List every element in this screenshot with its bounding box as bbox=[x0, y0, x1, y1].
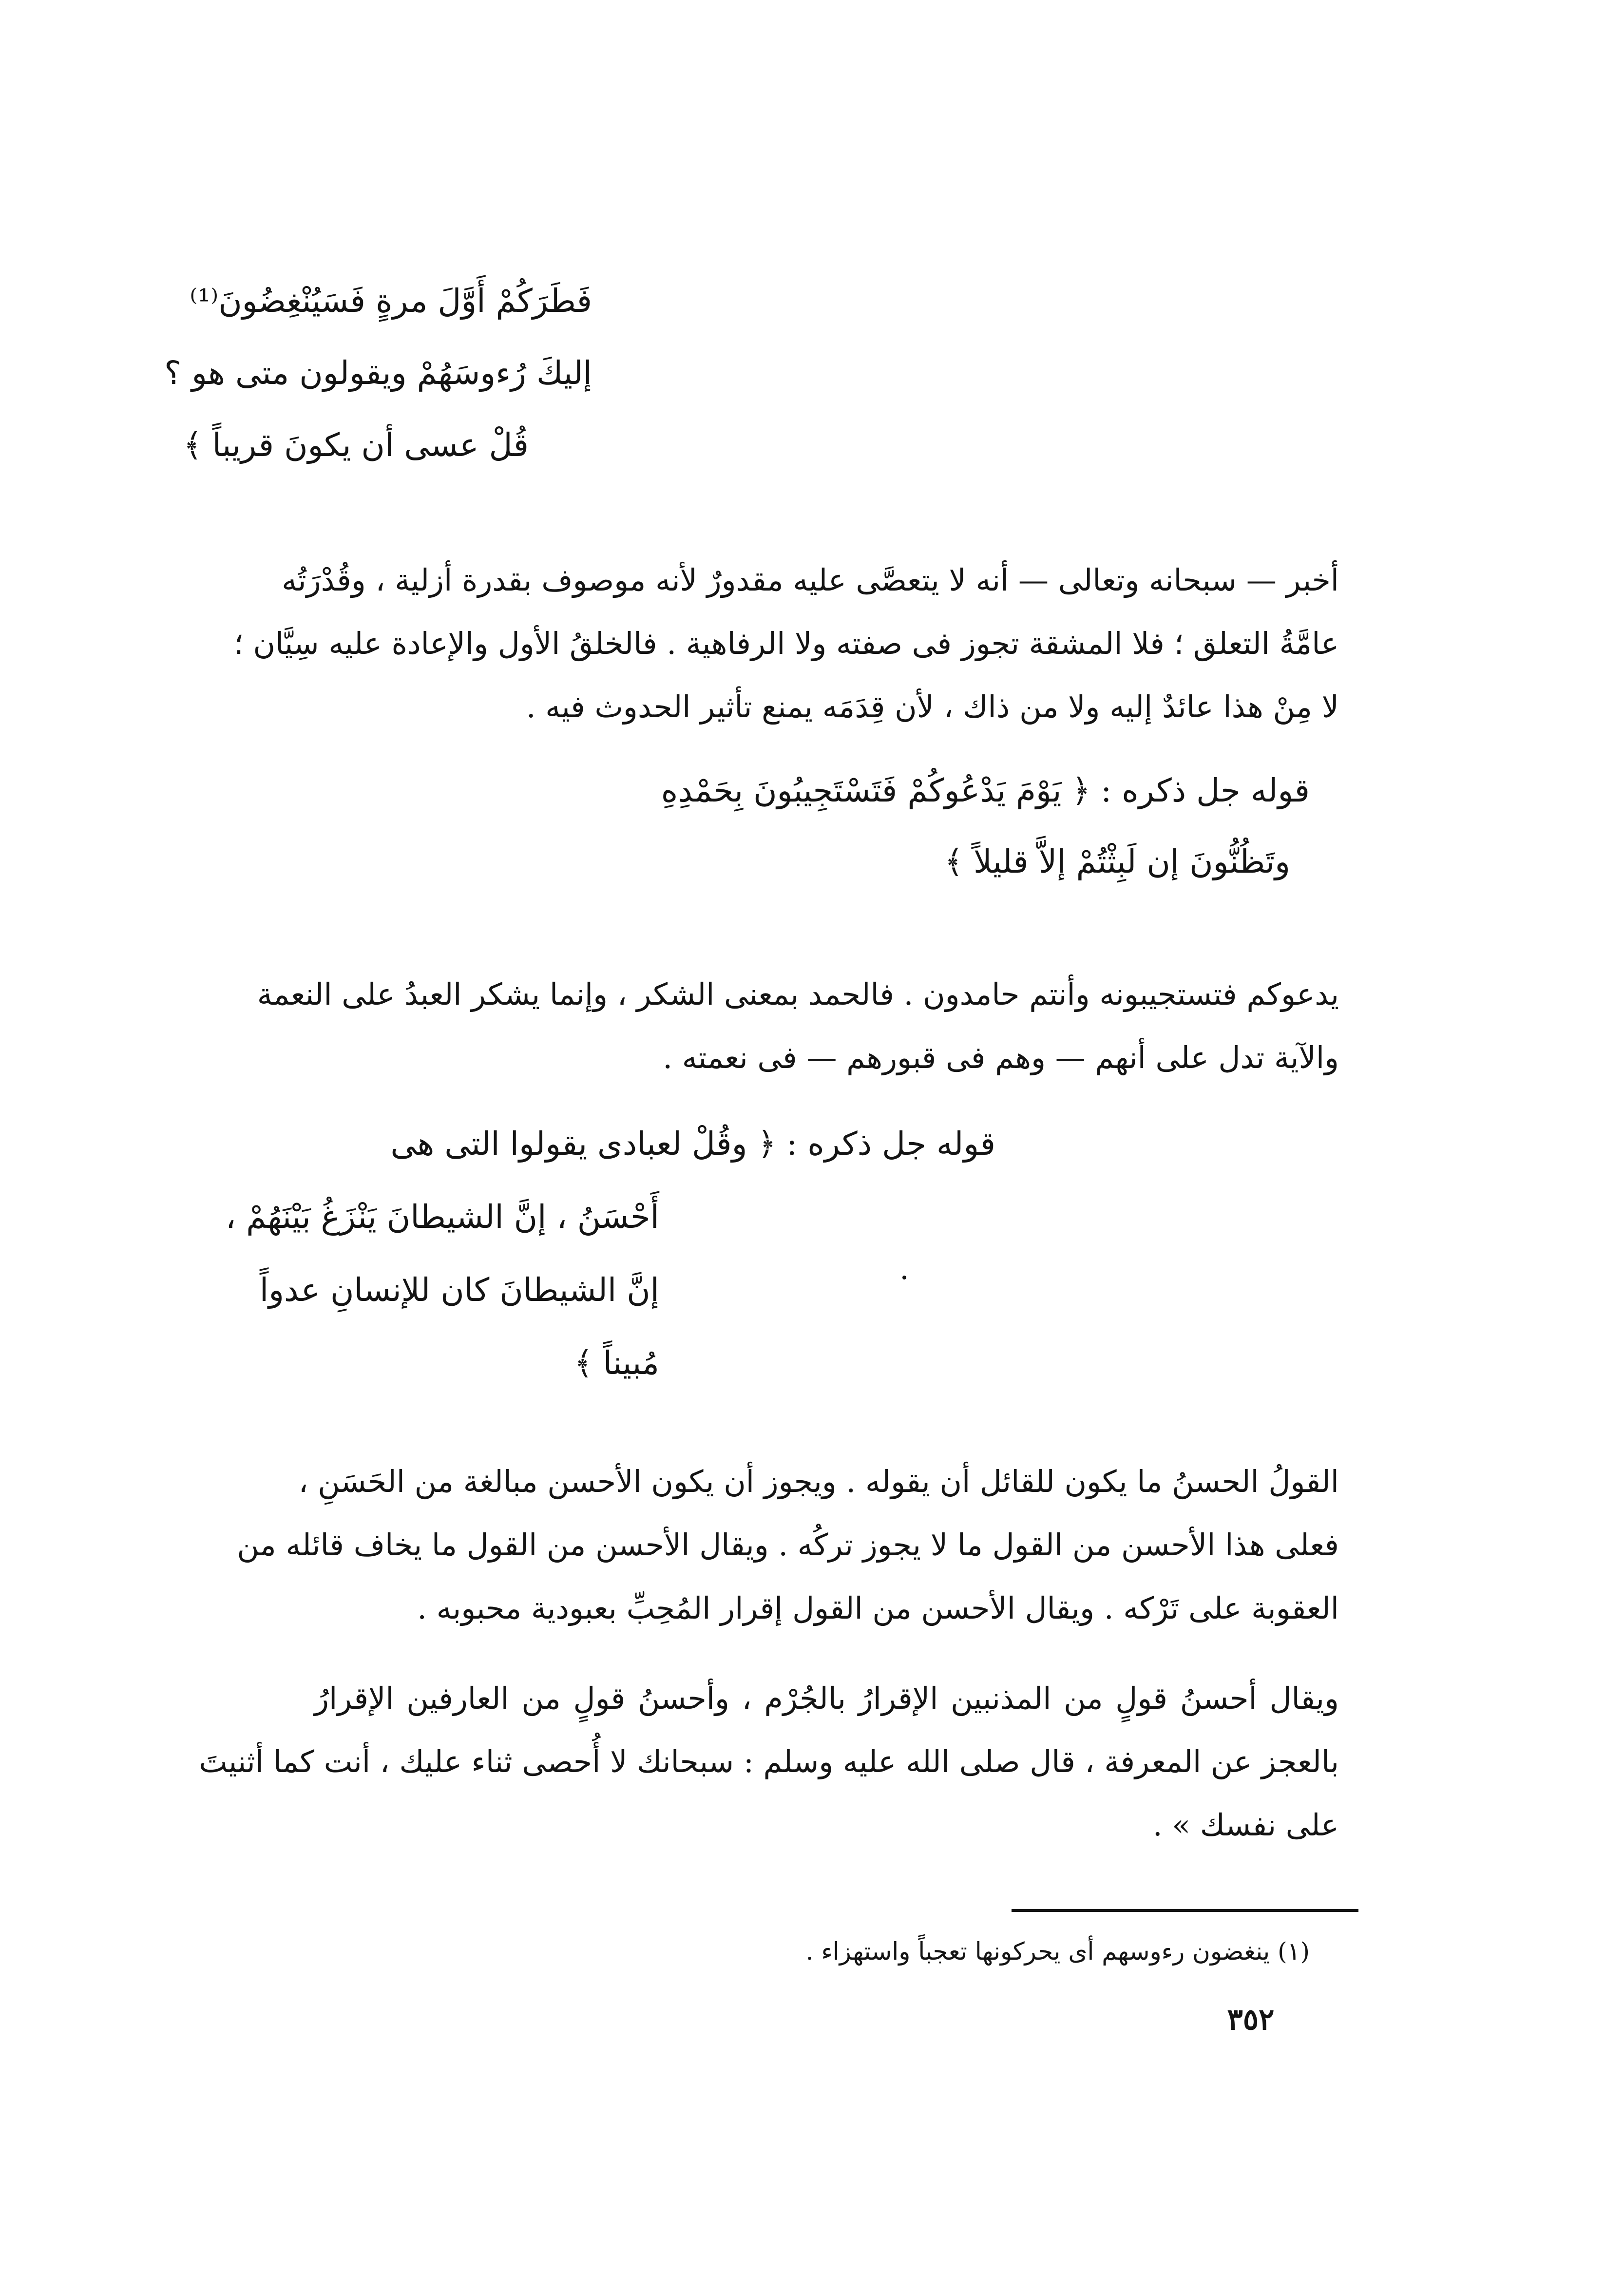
verse-line: وتَظُنُّونَ إن لَبِثْتُمْ إلاَّ قليلاً ﴾ bbox=[944, 843, 1290, 880]
verse-line: إليكَ رُءوسَهُمْ ويقولون متى هو ؟ bbox=[164, 354, 592, 392]
paragraph-line: أخبر — سبحانه وتعالى — أنه لا يتعصَّى عليه مقدورٌ لأنه موصوف بقدرة أزلية ، وقُدْرَتُه bbox=[282, 562, 1339, 598]
verse-line: مُبيناً ﴾ bbox=[574, 1344, 659, 1382]
footnote-separator bbox=[1012, 1909, 1358, 1912]
verse-line: قوله جل ذكره : ﴿ وقُلْ لعبادى يقولوا التى هى bbox=[390, 1125, 995, 1163]
paragraph-line: لا مِنْ هذا عائدٌ إليه ولا من ذاك ، لأن قِدَمَه يمنع تأثير الحدوث فيه . bbox=[526, 689, 1339, 725]
quran-verse-1 bbox=[164, 282, 592, 509]
commentary-paragraph-2 bbox=[257, 976, 1339, 1096]
commentary-paragraph-3 bbox=[237, 1464, 1339, 1652]
paragraph-line: بالعجز عن المعرفة ، قال صلى الله عليه وسلم : سبحانك لا أُحصى ثناء عليك ، أنت كما أثنيتَ bbox=[199, 1744, 1339, 1779]
paragraph-line: فعلى هذا الأحسن من القول ما لا يجوز تركُه . ويقال الأحسن من القول ما يخاف قائله من bbox=[237, 1527, 1339, 1563]
commentary-paragraph-1 bbox=[234, 562, 1339, 750]
paragraph-line: العقوبة على تَرْكه . ويقال الأحسن من القول إقرار المُحِبِّ بعبودية محبوبه . bbox=[417, 1590, 1339, 1626]
quran-verse-3 bbox=[225, 1125, 995, 1445]
footnote: (١) ينغضون رءوسهم أى يحركونها تعجباً واستهزاء . bbox=[805, 1937, 1310, 1966]
verse-line: إنَّ الشيطانَ كان للإنسانِ عدواً bbox=[259, 1271, 659, 1309]
paragraph-line: على نفسك » . bbox=[1152, 1807, 1339, 1843]
paragraph-line: والآية تدل على أنهم — وهم فى قبورهم — فى نعمته . bbox=[663, 1040, 1339, 1075]
verse-line: قُلْ عسى أن يكونَ قريباً ﴾ bbox=[183, 426, 529, 464]
quran-verse-2 bbox=[661, 772, 1310, 921]
paragraph-line: يدعوكم فتستجيبونه وأنتم حامدون . فالحمد بمعنى الشكر ، وإنما يشكر العبدُ على النعمة bbox=[257, 976, 1339, 1012]
paragraph-line: القولُ الحسنُ ما يكون للقائل أن يقوله . ويجوز أن يكون الأحسن مبالغة من الحَسَنِ ، bbox=[298, 1464, 1339, 1499]
verse-line: قوله جل ذكره : ﴿ يَوْمَ يَدْعُوكُمْ فَتَسْتَجِيبُونَ بِحَمْدِهِ bbox=[661, 772, 1310, 809]
verse-line: أَحْسَنُ ، إنَّ الشيطانَ يَنْزَغُ بَيْنَهُمْ ، bbox=[225, 1198, 659, 1236]
scan-speck bbox=[902, 1276, 906, 1279]
verse-line: فَطَرَكُمْ أَوَّلَ مرةٍ فَسَيُنْغِضُونَ⁽¹⁾ bbox=[190, 282, 592, 320]
paragraph-line: عامَّةُ التعلق ؛ فلا المشقة تجوز فى صفته ولا الرفاهية . فالخلقُ الأول والإعادة عليه سِيَّان ؛ bbox=[234, 626, 1339, 661]
page-number: ٣٥٢ bbox=[1227, 2003, 1275, 2037]
commentary-paragraph-4 bbox=[199, 1680, 1339, 1869]
paragraph-line: ويقال أحسنُ قولٍ من المذنبين الإقرارُ بالجُرْم ، وأحسنُ قولٍ من العارفين الإقرارُ bbox=[314, 1680, 1339, 1716]
